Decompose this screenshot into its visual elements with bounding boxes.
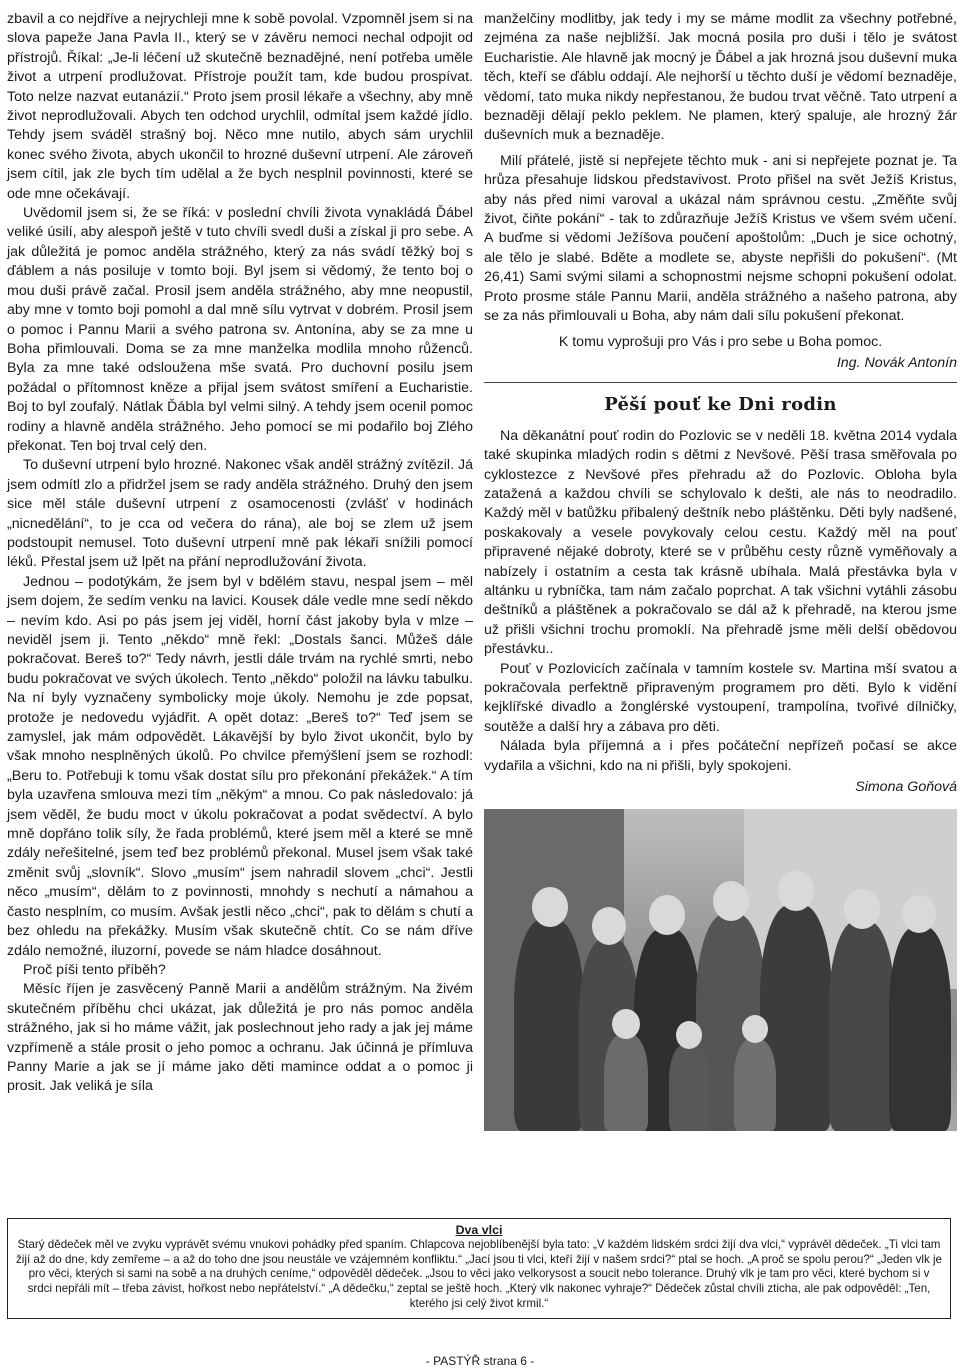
article-title: Pěší pouť ke Dni rodin: [604, 394, 837, 416]
closing-line: K tomu vyprošuji pro Vás i pro sebe u Boha pomoc.: [558, 333, 883, 350]
wolves-story-box: [7, 1218, 951, 1319]
author-signature: Simona Goňová: [855, 779, 957, 796]
page-footer: - PASTÝŘ strana 6 -: [425, 1354, 535, 1368]
paragraph: zbavil a co nejdříve a nejrychleji mne k sobě povolal. Vzpomněl jsem si na slova papeže Jana Pavla II., který se v závěru nemoci nechal odpojit od přístrojů. Říkal: „Je-li léčení už skutečně beznadějné, není potřeba uměle život a utrpení prodlužovat. Přístroje použít tam, kde budou prospívat. Toto nelze nazvat eutanázií.“ Proto jsem prosil lékaře a všechny, aby mně život neprodlužovali. Abych ten odchod urychlil, odmítal jsem každé jídlo. Tehdy jsem sváděl strašný boj. Něco mne nutilo, abych sám urychlil konec svého života, abych ukončil to hrozné duševní utrpení. Ale zároveň jsem cítil, jak zle bych tím udělal a že bych nesplnil povinnosti, které se ode mne očekávají.: [7, 11, 473, 202]
question-line: Proč píši tento příběh?: [23, 961, 166, 978]
person-head: [649, 895, 685, 935]
author-signature: Ing. Novák Antonín: [836, 354, 957, 371]
child-figure: [734, 1039, 776, 1131]
paragraph: Pouť v Pozlovicích začínala v tamním kostele sv. Martina mší svatou a pokračovala perfektně připraveným programem pro děti. Bylo k vidění kejklířské divadlo a žonglérské vystoupení, trampolína, tvořivé dílničky, soutěže a další hry a zábava pro děti.: [484, 660, 957, 735]
child-figure: [604, 1034, 648, 1131]
person-figure: [514, 919, 584, 1131]
person-figure: [829, 921, 895, 1131]
paragraph: Milí přátelé, jistě si nepřejete těchto muk - ani si nepřejete poznat je. Ta hrůza přesahuje lidskou představivost. Proto přišel na svět Ježíš Kristus, aby nás před nimi varoval a ukázal nám správnou cestu. „Změňte svůj život, čiňte pokání“ - tak to zdůrazňuje Ježíš Kristus ve všem svém učení. A buďme si vědomi Ježíšova poučení apoštolům: „Duch je sice ochotný, ale tělo je slabé. Bděte a modlete se, abyste nepřišli do pokušení“. (Mt 26,41) Sami svými silami a schopnostmi nejsme schopni pokušení odolat. Proto prosme stále Pannu Marii, anděla strážného a našeho patrona, aby se za nás přimlouvali u Boha, aby nám dali sílu pokušení překonat.: [484, 152, 957, 325]
left-column: [7, 10, 473, 1097]
person-figure: [889, 927, 951, 1131]
section-divider: [484, 382, 957, 383]
paragraph: To duševní utrpení bylo hrozné. Nakonec však anděl strážný zvítězil. Já jsem odmítl zlo a přidržel jsem se rady anděla strážného. Druhý den jsem sice měl stále duševní utrpení z osamocenosti (zvlášť v hodinách „nicnedělání“, to je cca od večera do rána), ale boj se zlem už jsem podstoupit nemusel. Toto duševní utrpení mně pak lékaři snížili pomocí léků. Přestal jsem už lpět na přání neprodlužování života.: [7, 457, 473, 571]
box-title: Dva vlci: [455, 1223, 503, 1237]
group-photo: [484, 809, 957, 1131]
paragraph: Uvědomil jsem si, že se říká: v poslední chvíli života vynakládá Ďábel veliké úsilí, aby alespoň ještě v tuto chvíli svedl duši a získal ji pro sebe. A jak důležitá je pomoc anděla strážného, který za nás svádí těžký boj s ďáblem a nás posiluje v tomto boji. Byl jsem si vědomý, že tento boj o mou duši právě začal. Prosil jsem anděla strážného, aby mne neopustil, aby mne v tomto boji pomohl a dal mně sílu vytrvat v dobrém. Prosil jsem o pomoc i Pannu Marii a svého patrona sv. Antonína, aby se za mne u Boha přimlouvali. Doma se za mne manželka modlila mnoho růženců. Byla za mne také odsloužena mše svatá. Pro duchovní posilu jsem požádal o přítomnost kněze a přijal jsem svátost smíření a Eucharistie. Boj to byl zoufalý. Nátlak Ďábla byl velmi silný. A tehdy jsem ocenil pomoc rodiny a hlavně anděla strážného. Jeho pomocí se mi podařilo boj Zlého překonat. Ten boj trval celý den.: [7, 205, 473, 454]
child-figure: [669, 1044, 709, 1131]
paragraph: Na děkanátní pouť rodin do Pozlovic se v neděli 18. května 2014 vydala také skupinka mladých rodin s dětmi z Nevšové. Pěší trasa směřovala po cyklostezce z Nevšové přes přehradu až do Pozlovic. Obloha byla zatažená a každou chvíli se schylovalo k dešti, ale nás to neodradilo. Každý měl v batůžku přibalený deštník nebo pláštěnku. Děti byly nadšené, poskakovaly a vesele povykovaly celou cestu. Každý měl na pouť připravené nějaké dobroty, které se v průběhu cesty různě vyměňovaly a nabízely i ostatním a cesta tak krásně ubíhala. Malá přestávka byla v altánku u rybníčka, tam nám začalo poprchat. A tak všichni vytáhli zásobu deštníků a pláštěnek a pokračovalo se dál až k přehradě, na kterou jsme už přišli všichni trochu promoklí. Na přehradě jsme měli delší obědovou přestávku..: [484, 427, 957, 658]
paragraph: manželčiny modlitby, jak tedy i my se máme modlit za všechny potřebné, zejména za naše nejbližší. Jak mocná posila pro duši i tělo je svátost Eucharistie. Ale hlavně jak mocný je Ďábel a jak hrozná jsou duševní muka těch, kteří se ďáblu oddají. Ale nejhorší u těchto duší je vědomí beznaděje, vědomí, tato muka nikdy nepřestanou, že budou trvat věčně. Tato utrpení a beznaději dělají peklo peklem. Ne plamen, který spaluje, ale hrozný žár duševních muk a beznaděje.: [484, 11, 957, 144]
paragraph: Jednou – podotýkám, že jsem byl v bdělém stavu, nespal jsem – měl jsem dojem, že sedím venku na lavici. Kousek dále vedle mne sedí někdo – nevím kdo. Asi po pás jsem jej viděl, horní část jakoby byla v mlze – neviděl jsem ji. Tento „někdo“ mně řekl: „Dostals šanci. Můžeš dále pokračovat. Bereš to?“ Tedy návrh, jestli dále trvám na rychlé smrti, nebo budu pokračovat ve svých úkolech. Tento „někdo“ položil na lávku tabulku. Na ní byly vyznačeny symbolicky moje úkoly. Nemohu je zde popsat, protože je nedovedu vyjádřit. A opět dotaz: „Bereš to?“ Teď jsem se zamyslel, jak mám odpovědět. Lákavější by bylo život ukončit, bylo by však mnoho nesplněných úkolů. Po chvilce přemýšlení jsem se rozhodl: „Beru to. Potřebuji k tomu však dostat sílu pro překonání překážek.“ A tím byla uzavřena smlouva mezi tím „někým“ a mnou. Co pak následovalo: já jsem věděl, že budu moct v úkolu pokračovat a podat svědectví. A bylo mně dopřáno tolik síly, že řada problémů, které jsem měl a které se mně zdály neřešitelné, jsem teď bez problémů překonal. Musel jsem však také změnit svůj „slovník“. Slovo „musím“ jsem nahradil slovem „chci“. Jestli něco „musím“, dělám to z povinnosti, mnohdy s nechutí a námahou a často nesplním, co musím. Avšak jestli něco „chci“, pak to dělám s chutí a bez ohledu na překážky. Musím však skutečně chtít. Co se nám dříve zdálo nemožné, iluzorní, povede se nám hladce dosáhnout.: [7, 573, 473, 959]
paragraph: Nálada byla příjemná a i přes počáteční nepřízeň počasí se akce vydařila a všichni, kdo na ni přišli, byly spokojeni.: [484, 738, 957, 774]
box-text: Starý dědeček měl ve zvyku vyprávět svému vnukovi pohádky před spaním. Chlapcova nejoblíbenější byla tato: „V každém lidském srdci žijí dva vlci,“ vyprávěl dědeček. „Ti vlci tam žijí až do dne, kdy zemřeme – a až do toho dne jsou neustále ve vzájemném konfliktu.“ „Jací jsou ti vlci, kteří žijí v našem srdci?“ ptal se hoch. „A proč se spolu perou?“ „Jeden vlk je pro věci, kterých si sami na sobě a na druhých ceníme,“ odpověděl dědeček. „Jsou to věci jako velkorysost a soucit nebo tolerance. Druhý vlk je tam pro věci, které bychom si v srdci nepřáli mít – třeba závist, hořkost nebo nepřátelství.“ „A dědečku,“ zeptal se ještě hoch. „Který vlk nakonec vyhraje?“ Dědeček zůstal chvíli zticha, ale pak odpověděl: „Ten, kterého jsi celý život krmil.“: [16, 1237, 942, 1310]
right-column: [484, 10, 957, 1131]
paragraph: Měsíc říjen je zasvěcený Panně Marii a andělům strážným. Na živém skutečném příběhu chci ukázat, jak důležitá je pro nás pomoc anděla strážného, jak si ho máme vážit, jak poslechnout jeho rady a jak jej máme vzpřímeně a stále prosit o jeho pomoc a ochranu. Jak účinná je přímluva Panny Marie a jak se jí máme jako děti mamince oddat a o pomoc ji prosit. Jak veliká je síla: [7, 981, 473, 1095]
